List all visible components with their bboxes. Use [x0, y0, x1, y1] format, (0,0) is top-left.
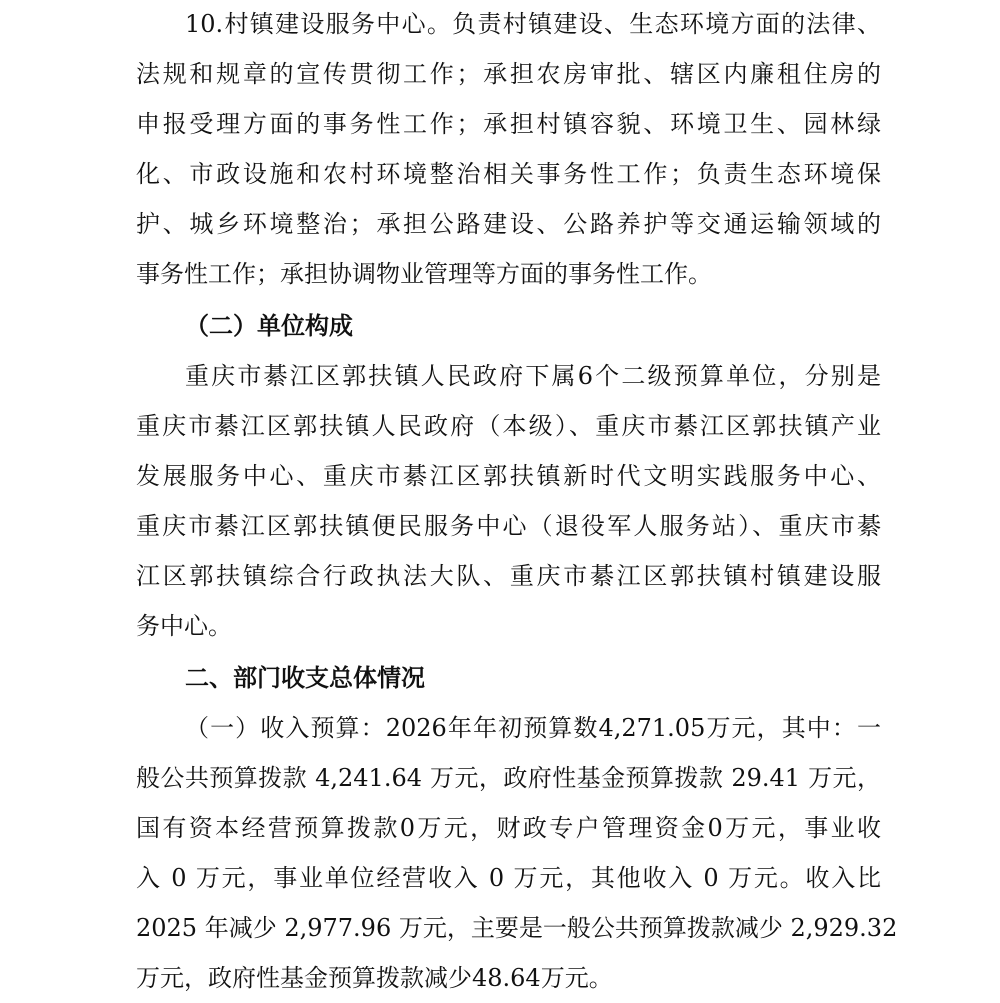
paragraph-line: 重庆市綦江区郭扶镇人民政府下属6个二级预算单位，分别是 [185, 362, 881, 390]
paragraph-line: 般公共预算拨款 4,241.64 万元，政府性基金预算拨款 29.41 万元， [136, 764, 881, 792]
paragraph-line: 万元，政府性基金预算拨款减少48.64万元。 [136, 964, 613, 992]
paragraph-line: 化、市政设施和农村环境整治相关事务性工作；负责生态环境保 [136, 160, 881, 188]
paragraph-line: 江区郭扶镇综合行政执法大队、重庆市綦江区郭扶镇村镇建设服 [136, 562, 881, 590]
paragraph-line: 重庆市綦江区郭扶镇便民服务中心（退役军人服务站）、重庆市綦 [136, 512, 881, 540]
section-heading: （二）单位构成 [185, 311, 353, 340]
paragraph-line: 重庆市綦江区郭扶镇人民政府（本级）、重庆市綦江区郭扶镇产业 [136, 412, 881, 440]
paragraph-line: 发展服务中心、重庆市綦江区郭扶镇新时代文明实践服务中心、 [136, 462, 881, 490]
paragraph-line: 国有资本经营预算拨款0万元，财政专户管理资金0万元，事业收 [136, 814, 881, 842]
paragraph-line: 护、城乡环境整治；承担公路建设、公路养护等交通运输领域的 [136, 210, 881, 238]
paragraph-line: 事务性工作；承担协调物业管理等方面的事务性工作。 [136, 260, 712, 288]
section-heading: 二、部门收支总体情况 [185, 663, 425, 692]
paragraph-line: 入 0 万元，事业单位经营收入 0 万元，其他收入 0 万元。收入比 [136, 864, 881, 892]
paragraph-line: 申报受理方面的事务性工作；承担村镇容貌、环境卫生、园林绿 [136, 110, 881, 138]
paragraph-line: （一）收入预算：2026年年初预算数4,271.05万元，其中：一 [185, 714, 881, 742]
paragraph-line: 法规和规章的宣传贯彻工作；承担农房审批、辖区内廉租住房的 [136, 60, 881, 88]
paragraph-line: 2025 年减少 2,977.96 万元，主要是一般公共预算拨款减少 2,929.32 [136, 914, 898, 942]
paragraph-line: 10.村镇建设服务中心。负责村镇建设、生态环境方面的法律、 [185, 10, 881, 38]
paragraph-line: 务中心。 [136, 612, 232, 640]
